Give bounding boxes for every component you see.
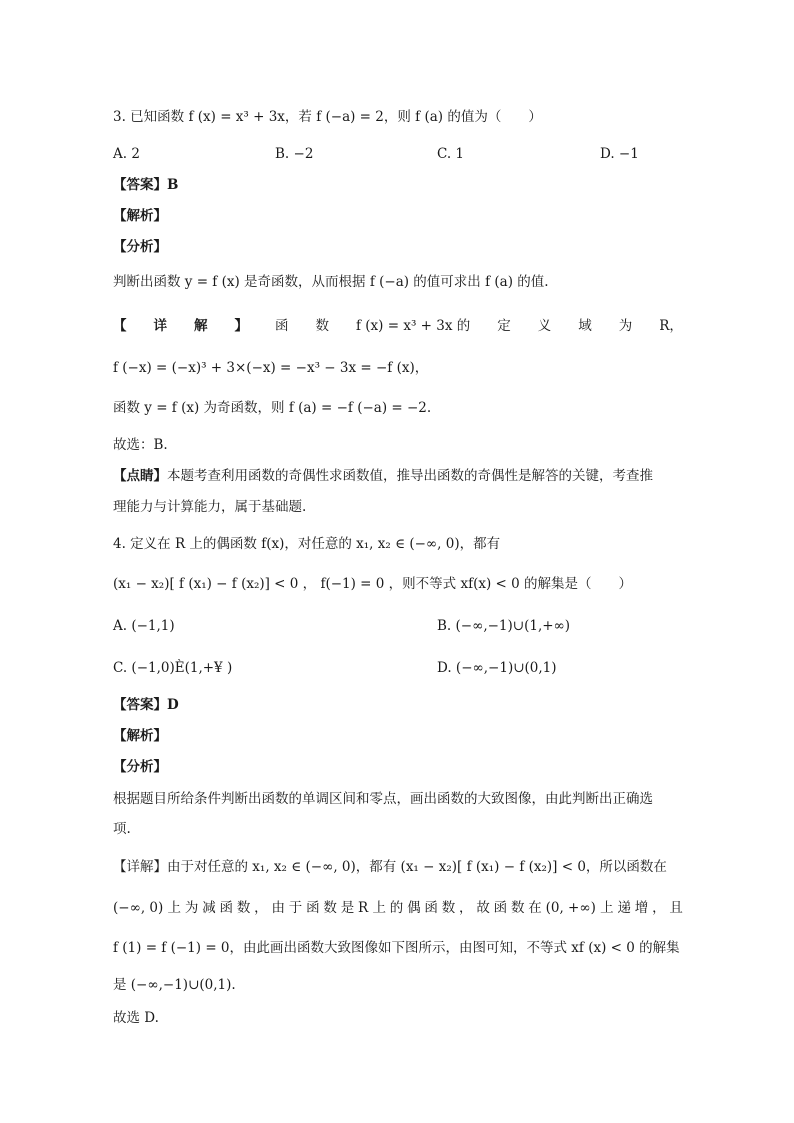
- q3-option-d: D. −1: [600, 146, 639, 162]
- detail-part: 函: [306, 900, 320, 916]
- q4-stem-line1: 4. 定义在 R 上的偶函数 f(x)，对任意的 x₁, x₂ ∈ (−∞, 0)，都有: [113, 536, 501, 552]
- q4-fenxi-line1: 根据题目所给条件判断出函数的单调区间和零点，画出函数的大致图像，由此判断出正确选: [113, 791, 653, 807]
- detail-part: 由: [271, 900, 285, 916]
- detail-word-3: 定: [497, 318, 511, 334]
- q3-dianjing-line2: 理能力与计算能力，属于基础题.: [113, 499, 307, 515]
- q4-stem-line2: (x₁ − x₂)[ f (x₁) − f (x₂)] < 0 ， f(−1) = 0 ，则不等式 xf(x) < 0 的解集是（ ）: [113, 576, 632, 592]
- q3-detail-line3: 函数 y = f (x) 为奇函数，则 f (a) = −f (−a) = −2.: [113, 400, 432, 416]
- detail-word-6: 为: [618, 318, 633, 334]
- detail-word-4: 义: [537, 318, 552, 334]
- detail-part: 在: [528, 900, 542, 916]
- detail-part: 函: [219, 900, 233, 916]
- answer-value: B: [167, 177, 179, 193]
- detail-part: 增: [634, 900, 649, 916]
- q4-detail-line4: 是 (−∞,−1)∪(0,1).: [113, 977, 236, 993]
- detail-part: 于: [288, 900, 303, 916]
- answer-label: 【答案】: [113, 177, 167, 193]
- q3-fenxi-text: 判断出函数 y = f (x) 是奇函数，从而根据 f (−a) 的值可求出 f (a) 的值.: [113, 274, 549, 290]
- detail-part: 减: [202, 900, 216, 916]
- detail-part: 数: [510, 900, 525, 916]
- q4-option-c: C. (−1,0)È(1,+¥ ): [113, 660, 233, 676]
- detail-part: 数: [323, 900, 337, 916]
- detail-formula: f (x) = x³ + 3x 的: [356, 318, 471, 334]
- detail-part: R 上: [358, 900, 386, 916]
- detail-part: 的: [389, 900, 404, 916]
- detail-part: 偶: [407, 900, 421, 916]
- detail-part: 故: [476, 900, 490, 916]
- q3-choose: 故选：B.: [113, 437, 168, 453]
- detail-part: 数: [441, 900, 456, 916]
- detail-part: 数: [236, 900, 251, 916]
- q3-option-c: C. 1: [437, 146, 465, 162]
- detail-part: (0, +∞) 上: [545, 900, 614, 916]
- q3-option-b: B. −2: [275, 146, 314, 162]
- detail-word-5: 域: [578, 318, 592, 334]
- detail-word-1: 函: [275, 318, 289, 334]
- q4-detail-line3: f (1) = f (−1) = 0，由此画出函数大致图像如下图所示，由图可知，不等式 xf (x) < 0 的解集: [113, 940, 680, 956]
- detail-part: ，: [652, 900, 666, 916]
- detail-bracket-close: 】: [234, 318, 248, 334]
- q3-answer: [113, 175, 683, 195]
- q4-detail-line1: 【详解】由于对任意的 x₁, x₂ ∈ (−∞, 0)，都有 (x₁ − x₂)[ f (x₁) − f (x₂)] < 0，所以函数在: [113, 859, 667, 875]
- q4-analysis-label: 【解析】: [113, 728, 167, 744]
- detail-part: 为: [184, 900, 199, 916]
- detail-part: ，: [459, 900, 473, 916]
- q4-option-a: A. (−1,1): [113, 618, 175, 634]
- q4-detail-line2: [113, 898, 683, 918]
- q3-option-a: A. 2: [113, 146, 140, 162]
- detail-word-2: 数: [315, 318, 329, 334]
- q4-fenxi-line2: 项.: [113, 821, 131, 837]
- q4-option-b: B. (−∞,−1)∪(1,+∞): [437, 618, 571, 634]
- q3-dianjing-line1: [113, 466, 683, 486]
- q3-analysis-label: 【解析】: [113, 208, 167, 224]
- detail-bracket-open: 【: [113, 318, 127, 334]
- detail-part: ，: [254, 900, 268, 916]
- q3-detail-line2: f (−x) = (−x)³ + 3×(−x) = −x³ − 3x = −f (x)，: [113, 360, 429, 376]
- detail-char-2: 解: [194, 318, 208, 334]
- detail-part: 且: [669, 900, 683, 916]
- q3-detail-line1: [113, 316, 683, 336]
- detail-part: (−∞, 0) 上: [113, 900, 182, 916]
- detail-part: 函: [424, 900, 438, 916]
- answer-value: D: [167, 697, 179, 713]
- detail-domain: R，: [659, 318, 683, 334]
- q3-fenxi-label: 【分析】: [113, 239, 167, 255]
- q4-fenxi-label: 【分析】: [113, 759, 167, 775]
- q4-answer: [113, 695, 683, 715]
- dianjing-label: 【点睛】: [113, 468, 167, 484]
- detail-part: 是: [340, 900, 355, 916]
- detail-part: 递: [617, 900, 631, 916]
- dianjing-text: 本题考查利用函数的奇偶性求函数值，推导出函数的奇偶性是解答的关键，考查推: [167, 468, 653, 484]
- detail-char-1: 详: [153, 318, 167, 334]
- detail-part: 函: [493, 900, 508, 916]
- q3-stem: 3. 已知函数 f (x) = x³ + 3x，若 f (−a) = 2，则 f (a) 的值为（ ）: [113, 109, 542, 125]
- q4-choose: 故选 D.: [113, 1010, 159, 1026]
- answer-label: 【答案】: [113, 697, 167, 713]
- q4-option-d: D. (−∞,−1)∪(0,1): [437, 660, 557, 676]
